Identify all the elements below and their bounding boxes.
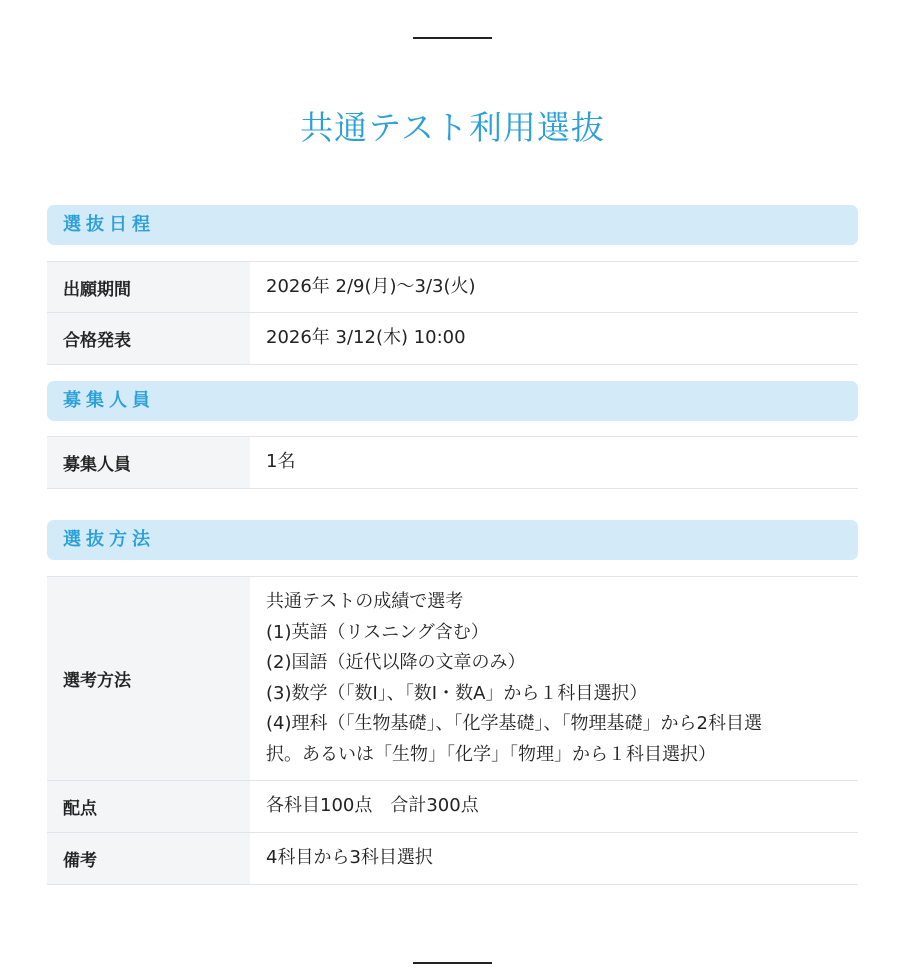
row-label: 合格発表 [47,313,250,365]
top-divider [413,37,492,39]
capacity-table [47,436,858,489]
row-label: 選考方法 [47,577,250,781]
table-row [47,313,858,365]
row-value: 各科目100点 合計300点 [266,795,479,817]
section-heading-capacity: 募集人員 [47,381,858,421]
row-value: 共通テストの成績で選考 (1)英語（リスニング含む） (2)国語（近代以降の文章のみ） (3)数学（「数Ⅰ」、「数Ⅰ・数A」から１科目選択） (4)理科（「生物基礎」、「化学基礎」、「物理基礎」から2科目選 択。あるいは「生物」「化学」「物理」から１科目選択） [266,591,762,765]
table-row [47,577,858,781]
method-table [47,576,858,885]
section-heading-schedule: 選抜日程 [47,205,858,245]
row-label: 配点 [47,781,250,833]
row-value: 2026年 2/9(月)～3/3(火) [266,275,476,297]
table-row [47,833,858,885]
bottom-divider [413,962,492,964]
row-value: 4科目から3科目選択 [266,847,433,869]
row-value: 2026年 3/12(木) 10:00 [266,327,466,349]
row-label: 備考 [47,833,250,885]
table-row [47,262,858,313]
schedule-table [47,261,858,365]
table-row [47,781,858,833]
row-label: 募集人員 [47,437,250,489]
section-heading-method: 選抜方法 [47,520,858,560]
table-row [47,437,858,489]
page-title: 共通テスト利用選抜 [300,108,605,147]
row-value: 1名 [266,451,296,473]
row-label: 出願期間 [47,262,250,313]
